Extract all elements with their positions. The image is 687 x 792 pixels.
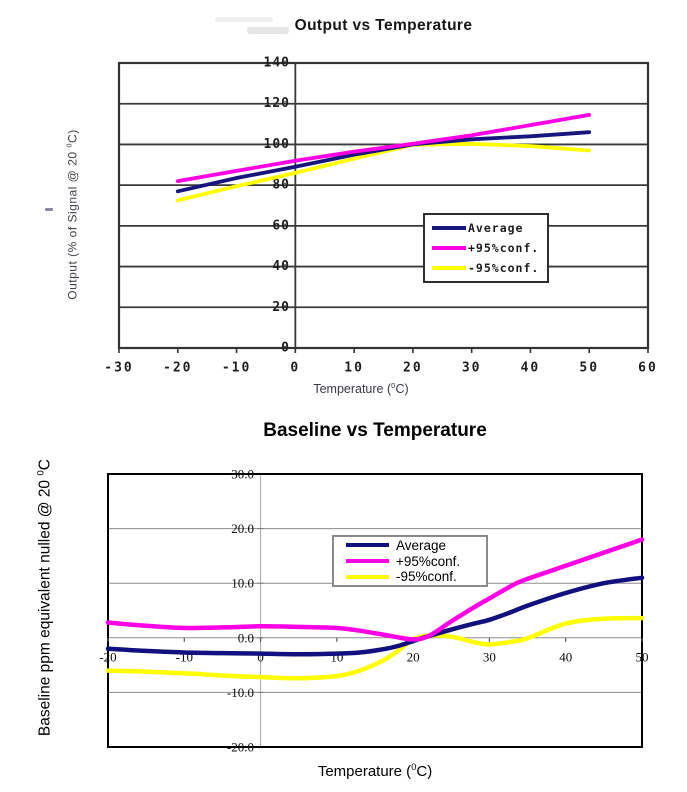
average-line-swatch xyxy=(346,543,389,547)
svg-text:30.0: 30.0 xyxy=(231,466,254,482)
output-y-axis-label-unit: C) xyxy=(65,129,80,143)
baseline-chart-title: Baseline vs Temperature xyxy=(263,420,487,441)
baseline-y-axis-label-text: Baseline ppm equivalent nulled @ 20 xyxy=(36,475,54,737)
svg-text:20.0: 20.0 xyxy=(231,521,254,537)
baseline-x-axis-label-text: Temperature ( xyxy=(317,763,412,780)
output-legend xyxy=(423,213,549,283)
legend-item-minus95 xyxy=(334,569,486,584)
minus95-line-swatch xyxy=(346,575,389,579)
svg-text:30: 30 xyxy=(461,360,482,376)
svg-text:50: 50 xyxy=(635,649,649,665)
legend-label-plus95: +95%conf. xyxy=(396,553,461,569)
svg-text:10: 10 xyxy=(344,360,364,376)
svg-text:60: 60 xyxy=(272,218,290,234)
svg-text:-10: -10 xyxy=(221,360,252,376)
svg-text:-10: -10 xyxy=(175,649,193,665)
svg-text:50: 50 xyxy=(579,360,600,376)
legend-item-plus95 xyxy=(334,554,486,569)
svg-text:100: 100 xyxy=(263,136,290,152)
plus95-line-swatch xyxy=(432,246,466,250)
baseline-x-axis-label-unit: C) xyxy=(416,763,433,780)
output-y-axis-label-text: Output (% of Signal @ 20 xyxy=(65,147,80,300)
minus95-line-swatch xyxy=(432,266,466,270)
degree-superscript: 0 xyxy=(35,470,47,476)
svg-text:0: 0 xyxy=(281,340,290,356)
svg-text:20: 20 xyxy=(403,360,423,376)
svg-text:10: 10 xyxy=(330,649,344,665)
baseline-legend xyxy=(332,535,488,587)
svg-text:80: 80 xyxy=(272,177,290,193)
output-chart-title: Output vs Temperature xyxy=(294,17,473,34)
legend-item-average xyxy=(334,538,486,553)
svg-text:0.0: 0.0 xyxy=(237,630,254,646)
svg-text:40: 40 xyxy=(272,259,290,275)
svg-text:20: 20 xyxy=(272,299,290,315)
svg-text:0: 0 xyxy=(257,649,264,665)
svg-text:40: 40 xyxy=(520,360,541,376)
legend-label-average: Average xyxy=(468,221,524,235)
svg-text:-20: -20 xyxy=(163,360,193,376)
svg-text:60: 60 xyxy=(638,360,658,376)
output-x-axis-label-unit: C) xyxy=(395,382,409,397)
degree-superscript: 0 xyxy=(411,762,417,772)
legend-item-average xyxy=(425,221,547,235)
svg-text:40: 40 xyxy=(559,649,573,665)
baseline-x-axis-label xyxy=(108,762,642,780)
output-x-axis-label-text: Temperature ( xyxy=(313,382,392,397)
svg-text:-20.0: -20.0 xyxy=(226,739,254,755)
svg-text:-10.0: -10.0 xyxy=(226,684,254,700)
baseline-y-axis-label-unit: C xyxy=(36,459,54,471)
degree-superscript: 0 xyxy=(391,381,396,390)
output-y-axis-label xyxy=(65,85,80,345)
svg-text:10.0: 10.0 xyxy=(231,575,254,591)
baseline-y-axis-label xyxy=(35,438,54,758)
svg-text:140: 140 xyxy=(263,55,290,71)
plus95-line-swatch xyxy=(346,559,389,563)
svg-text:-30: -30 xyxy=(104,360,134,376)
legend-item-minus95 xyxy=(425,261,547,275)
legend-label-average: Average xyxy=(396,537,447,553)
svg-text:20: 20 xyxy=(406,649,420,665)
svg-text:30: 30 xyxy=(482,649,496,665)
svg-text:-20: -20 xyxy=(99,649,117,665)
average-line-swatch xyxy=(432,226,466,230)
svg-text:0: 0 xyxy=(290,360,301,376)
svg-text:120: 120 xyxy=(263,96,290,112)
scan-artifact-dash xyxy=(45,208,53,211)
output-x-axis-label xyxy=(241,381,481,396)
legend-label-minus95: -95%conf. xyxy=(396,569,457,585)
legend-item-plus95 xyxy=(425,241,547,255)
legend-label-plus95: +95%conf. xyxy=(468,241,540,255)
legend-label-minus95: -95%conf. xyxy=(468,261,540,275)
degree-superscript: 0 xyxy=(64,142,74,148)
